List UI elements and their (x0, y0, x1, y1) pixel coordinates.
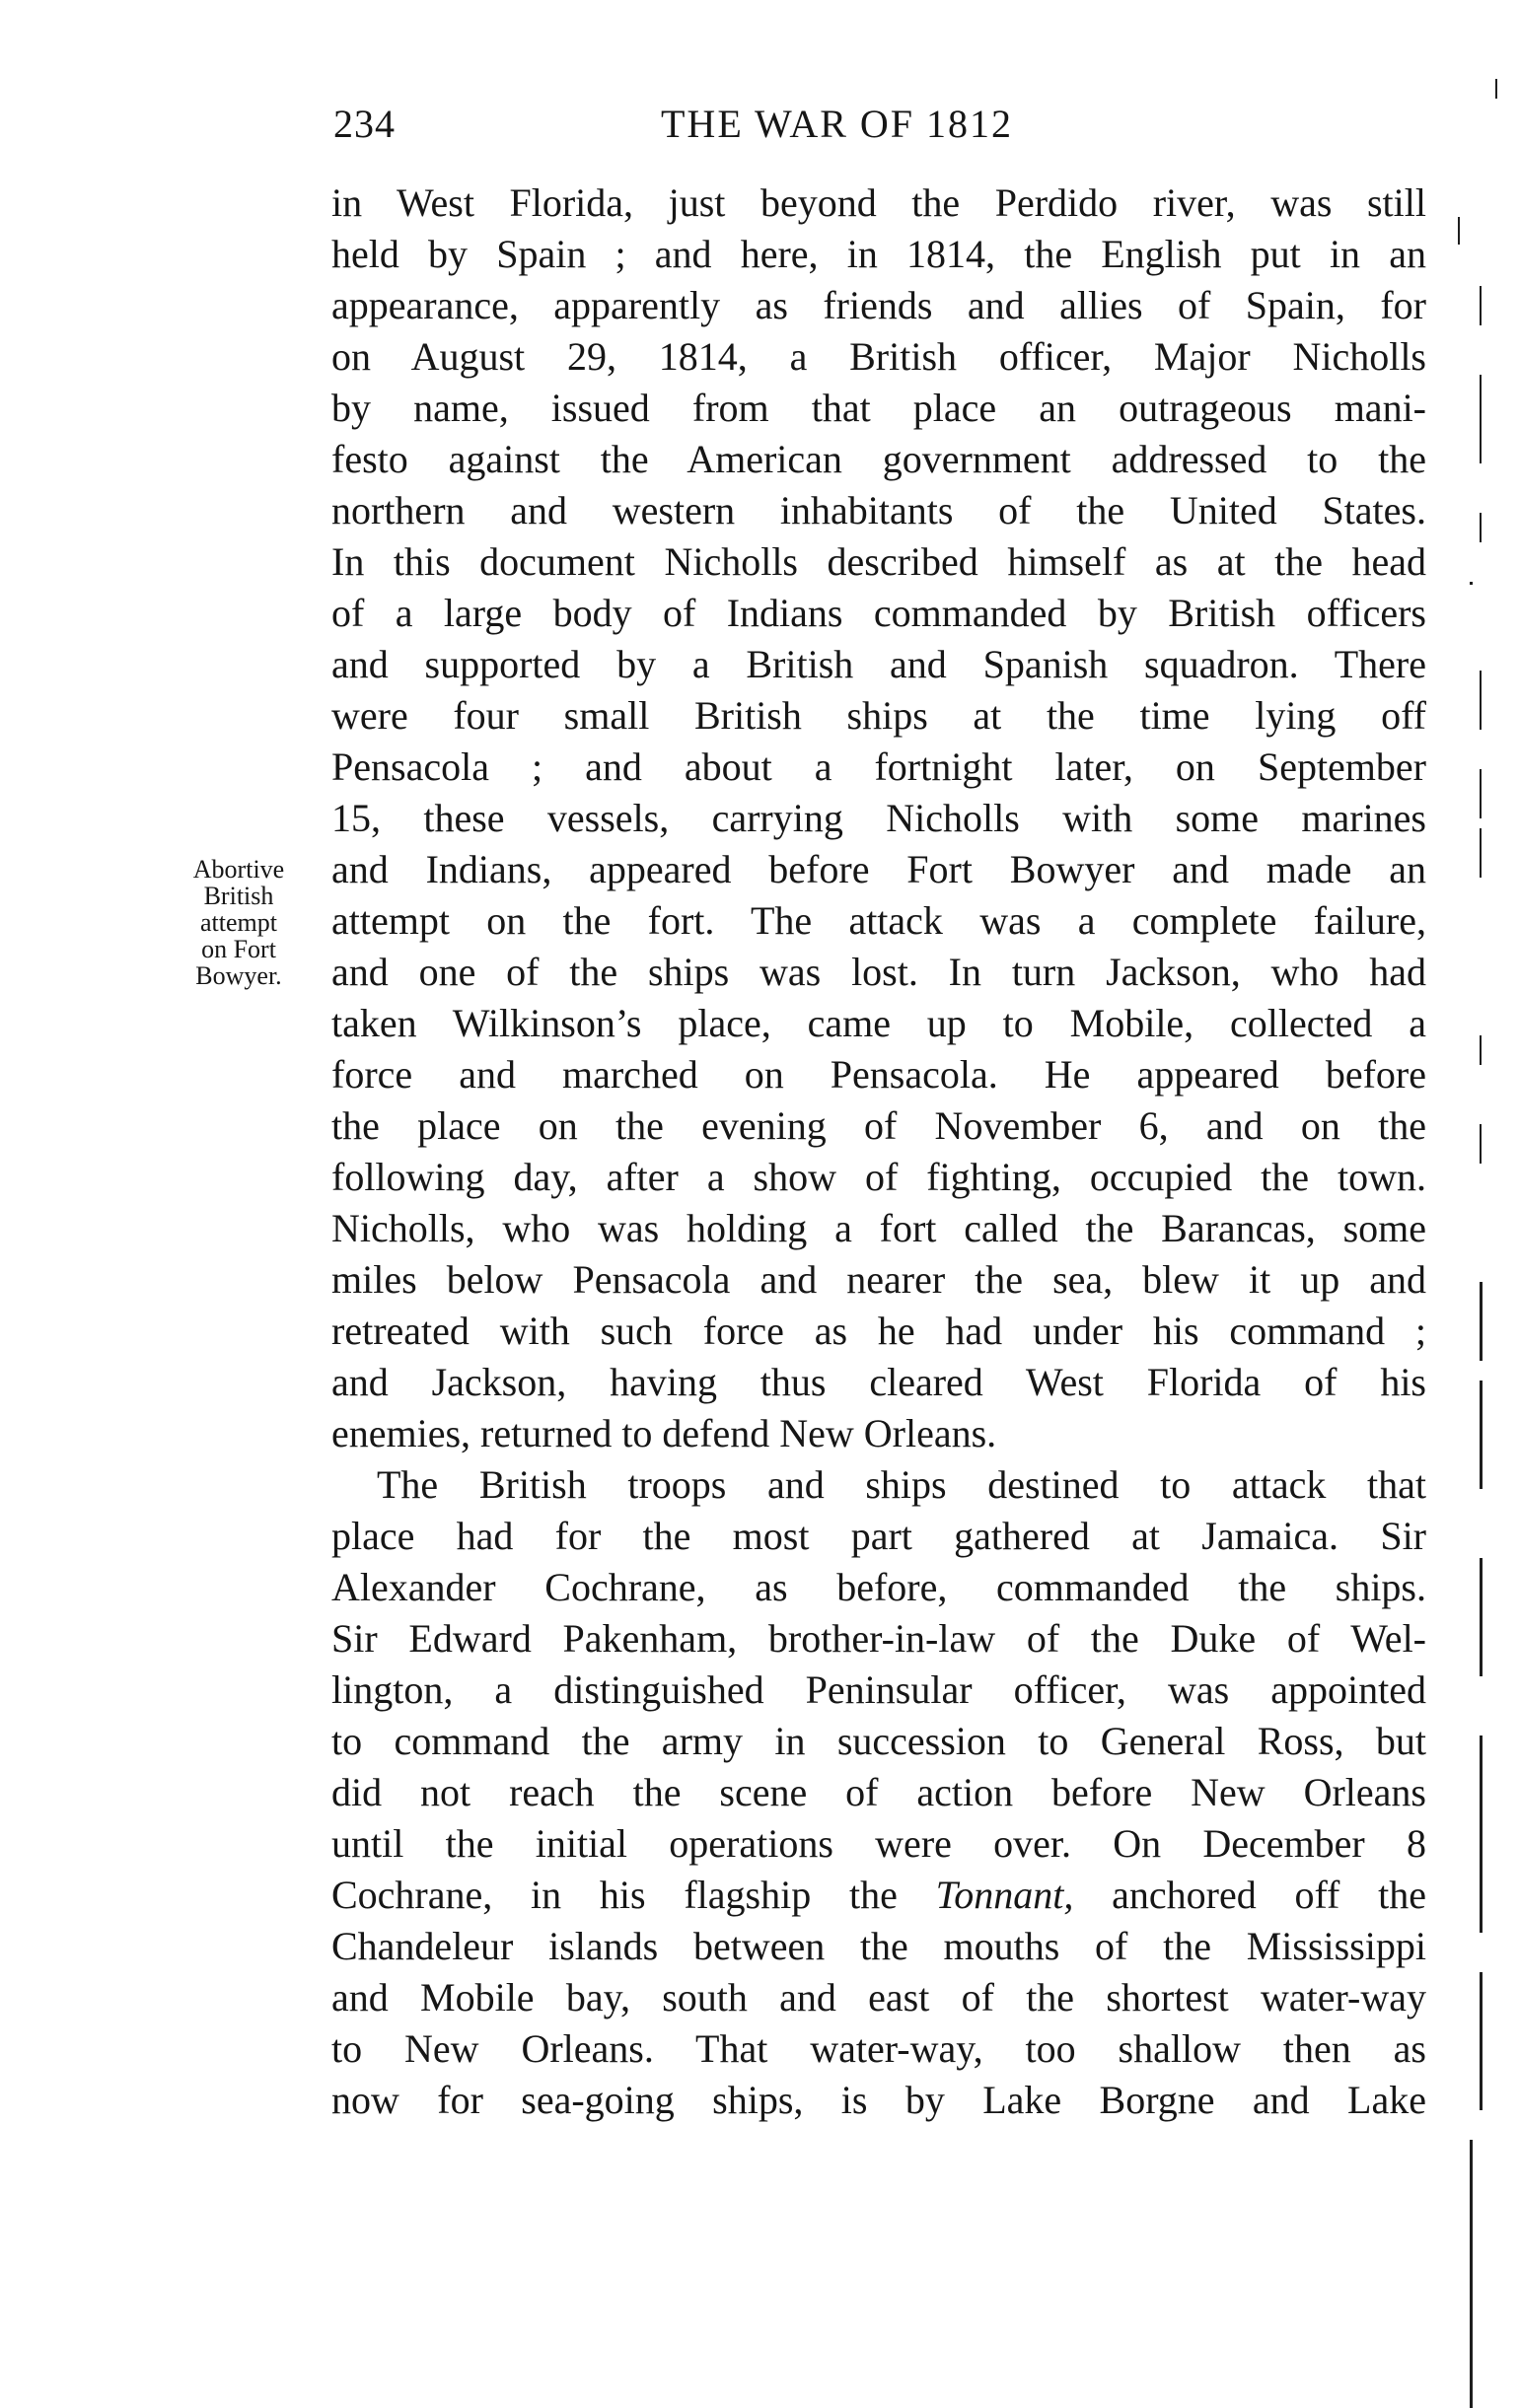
text-line-with-ship-name (331, 1870, 1426, 1921)
text-line: and Jackson, having thus cleared West Florida of his (331, 1360, 1426, 1404)
scan-edge-mark (1470, 2140, 1473, 2408)
text-line: The British troops and ships destined to attack that (377, 1462, 1426, 1507)
paragraph (331, 1459, 1426, 2126)
scan-edge-mark (1458, 217, 1460, 245)
text-line: by name, issued from that place an outrageous mani- (331, 386, 1426, 430)
scan-edge-mark (1480, 1735, 1483, 1933)
text-line: enemies, returned to defend New Orleans. (331, 1411, 997, 1455)
text-line: Chandeleur islands between the mouths of the Mississippi (331, 1924, 1426, 1968)
margin-note-line: Bowyer. (195, 961, 282, 990)
scan-edge-mark (1480, 513, 1482, 542)
text-line: force and marched on Pensacola. He appeared before (331, 1052, 1426, 1097)
scan-edge-mark (1480, 671, 1482, 730)
body-text (331, 177, 1426, 2126)
text-line: and Indians, appeared before Fort Bowyer and made an (331, 847, 1426, 891)
page-number: 234 (333, 102, 396, 146)
scan-edge-mark (1480, 769, 1482, 818)
text-line: appearance, apparently as friends and allies of Spain, for (331, 283, 1426, 327)
text-line: and one of the ships was lost. In turn Jackson, who had (331, 950, 1426, 994)
scan-edge-mark (1480, 1972, 1483, 2110)
text-line: attempt on the fort. The attack was a complete failure, (331, 898, 1426, 943)
text-line: in West Florida, just beyond the Perdido river, was still (331, 180, 1426, 225)
ship-name: Tonnant, (935, 1873, 1074, 1917)
text-line: place had for the most part gathered at Jamaica. Sir (331, 1514, 1426, 1558)
text-line: lington, a distinguished Peninsular officer, was appointed (331, 1667, 1426, 1712)
scan-edge-mark (1495, 79, 1497, 99)
text-line: now for sea-going ships, is by Lake Borgne and Lake (331, 2078, 1426, 2122)
text-line: festo against the American government addressed to the (331, 437, 1426, 481)
margin-note-line: British (203, 882, 274, 910)
scan-edge-mark (1480, 1381, 1483, 1489)
scan-edge-mark (1470, 582, 1473, 585)
paragraph (331, 177, 1426, 1459)
scan-edge-mark (1480, 286, 1482, 325)
text-line: miles below Pensacola and nearer the sea, blew it up and (331, 1257, 1426, 1302)
text-line: northern and western inhabitants of the United States. (331, 488, 1426, 532)
text-line: until the initial operations were over. On December 8 (331, 1821, 1426, 1866)
text-line: held by Spain ; and here, in 1814, the English put in an (331, 232, 1426, 276)
text-line: Pensacola ; and about a fortnight later, on September (331, 744, 1426, 789)
text-line: the place on the evening of November 6, and on the (331, 1103, 1426, 1148)
scan-edge-mark (1480, 1035, 1482, 1065)
running-head: THE WAR OF 1812 (661, 102, 1014, 146)
text-line: to New Orleans. That water-way, too shallow then as (331, 2026, 1426, 2071)
text-line: on August 29, 1814, a British officer, Major Nicholls (331, 334, 1426, 379)
text-line: Alexander Cochrane, as before, commanded the ships. (331, 1565, 1426, 1609)
text-line: and Mobile bay, south and east of the shortest water-way (331, 1975, 1426, 2019)
text-line: In this document Nicholls described himself as at the head (331, 539, 1426, 584)
text-segment: Cochrane, in his flagship the (331, 1873, 898, 1917)
text-line: Sir Edward Pakenham, brother-in-law of the Duke of Wel- (331, 1616, 1426, 1661)
text-line: of a large body of Indians commanded by British officers (331, 591, 1426, 635)
text-line: did not reach the scene of action before New Orleans (331, 1770, 1426, 1814)
scan-edge-mark (1480, 1282, 1483, 1361)
text-line: to command the army in succession to General Ross, but (331, 1719, 1426, 1763)
margin-note-line: on Fort (201, 935, 276, 963)
margin-note-line: attempt (200, 908, 277, 937)
margin-note (170, 856, 308, 989)
text-line: Nicholls, who was holding a fort called the Barancas, some (331, 1206, 1426, 1250)
text-line: and supported by a British and Spanish squadron. There (331, 642, 1426, 686)
scan-edge-mark (1480, 828, 1482, 878)
text-segment: anchored off the (1112, 1873, 1427, 1917)
scan-edge-mark (1480, 1558, 1483, 1676)
text-line: retreated with such force as he had under his command ; (331, 1309, 1426, 1353)
text-line: taken Wilkinson’s place, came up to Mobile, collected a (331, 1001, 1426, 1045)
scan-edge-mark (1480, 1124, 1482, 1164)
text-line: were four small British ships at the time lying off (331, 693, 1426, 738)
margin-note-line: Abortive (192, 855, 285, 884)
text-line: 15, these vessels, carrying Nicholls with some marines (331, 796, 1426, 840)
scan-edge-mark (1480, 375, 1482, 463)
text-line: following day, after a show of fighting, occupied the town. (331, 1155, 1426, 1199)
